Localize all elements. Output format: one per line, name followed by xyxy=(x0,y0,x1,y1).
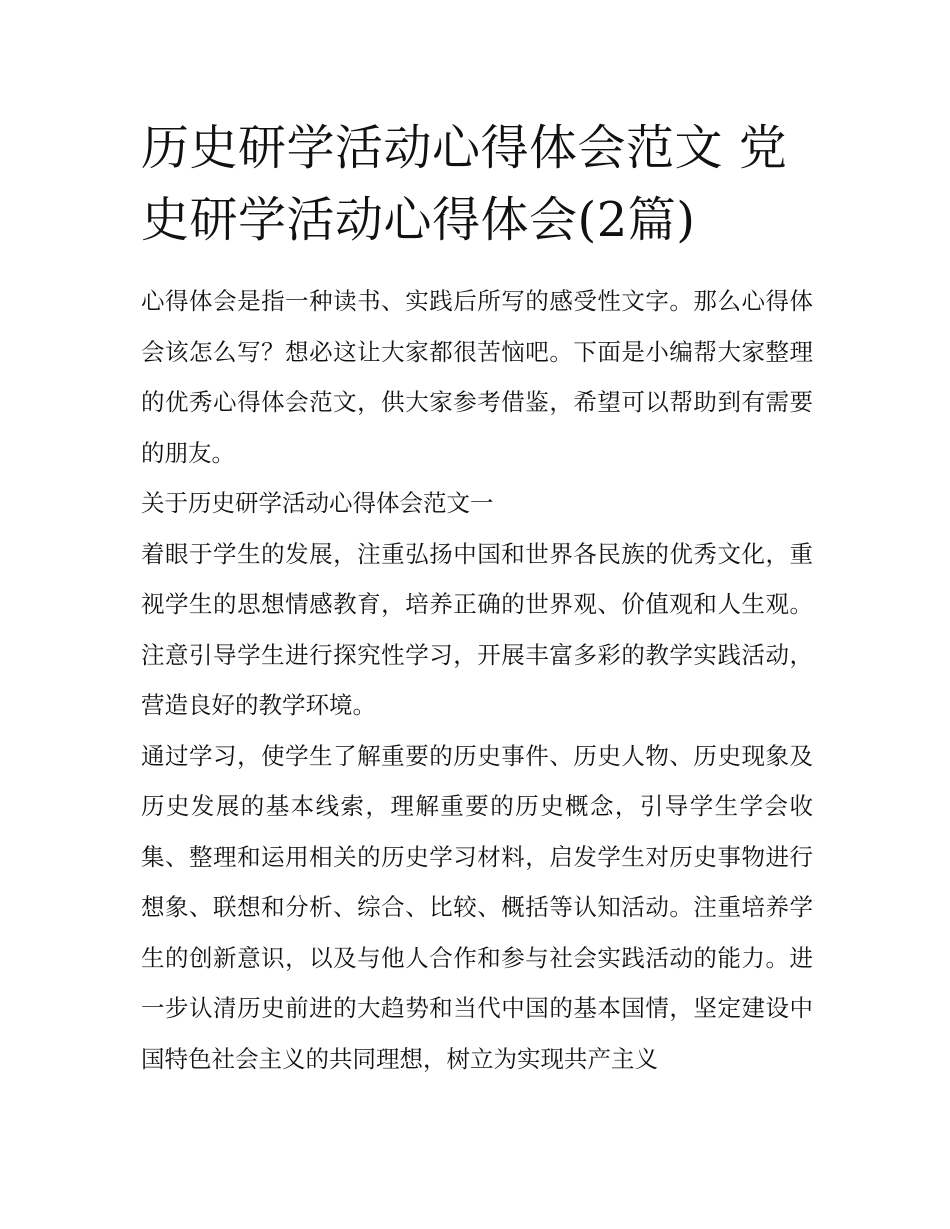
body-paragraph-2: 通过学习，使学生了解重要的历史事件、历史人物、历史现象及历史发展的基本线索，理解重要的历史概念，引导学生学会收集、整理和运用相关的历史学习材料，启发学生对历史事物进行想象、联想和分析、综合、比较、概括等认知活动。注重培养学生的创新意识，以及与他人合作和参与社会实践活动的能力。进一步认清历史前进的大趋势和当代中国的基本国情，坚定建设中国特色社会主义的共同理想，树立为实现共产主义 xyxy=(141,741,813,1073)
section-heading: 关于历史研学活动心得体会范文一 xyxy=(141,489,494,517)
intro-paragraph: 心得体会是指一种读书、实践后所写的感受性文字。那么心得体会该怎么写？想必这让大家都很苦恼吧。下面是小编帮大家整理的优秀心得体会范文，供大家参考借鉴，希望可以帮助到有需要的朋友。 xyxy=(141,287,813,467)
document-title: 历史研学活动心得体会范文 党史研学活动心得体会(2篇) xyxy=(141,120,788,248)
document-page xyxy=(141,112,813,1084)
body-paragraph-1: 着眼于学生的发展，注重弘扬中国和世界各民族的优秀文化，重视学生的思想情感教育，培养正确的世界观、价值观和人生观。注意引导学生进行探究性学习，开展丰富多彩的教学实践活动，营造良好的教学环境。 xyxy=(141,539,813,719)
